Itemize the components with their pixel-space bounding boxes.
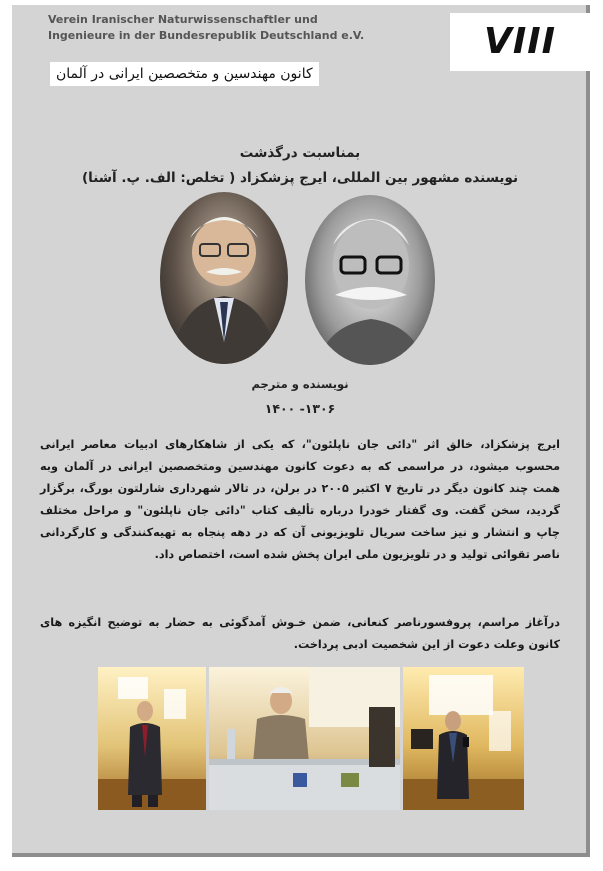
event-photo-1 [98, 667, 206, 810]
portrait-bw-figure [305, 195, 435, 365]
event-photo-3 [403, 667, 524, 810]
org-name-persian: کانون مهندسین و متخصصین ایرانی در آلمان [50, 62, 319, 86]
caption-role: نویسنده و مترجم [251, 377, 349, 391]
headline-occasion: بمناسبت درگذشت [239, 145, 361, 161]
event-photo-3-scene [403, 667, 524, 810]
event-photo-2 [209, 667, 400, 810]
org-logo [450, 13, 590, 71]
body-paragraph-1: ایرج پزشکزاد، خالق اثر "دائی جان ناپلئون"، که یکی از شاهکارهای ادبیات معاصر ایرانی محسوب میشود، در مراسمی که به دعوت کانون مهندسین ومتخصصین ایرانی در آلمان وبه همت چند کانون دیگر در تاریخ ۷ اکتبر ۲۰۰۵ در برلن، در تالار شهرداری شارلتون بورگ، برگزار گردید، سخن گفت. وی گفتار خودرا درباره تألیف کتاب "دائی جان ناپلئون" و مراحل مختلف چاپ و انتشار و نیز ساخت سریال تلویزیونی آن که در دهه پنجاه به تهیه‌کنندگی و کارگردانی ناصر تقوائی تولید و در تلویزیون ملی ایران پخش شده است، اختصاص داد. [40, 438, 560, 561]
portrait-color-photo [160, 192, 288, 364]
portrait-bw-photo [305, 195, 435, 365]
headline-name: نویسنده مشهور بین المللی، ایرج پزشکزاد ( تخلص: الف. پ. آشنا) [81, 170, 519, 186]
logo-text: VIII [483, 21, 557, 62]
event-photo-1-scene [98, 667, 206, 810]
caption-years: ۱۳۰۶- ۱۴۰۰ [264, 401, 336, 416]
portrait-color-figure [160, 192, 288, 364]
body-paragraph-2: درآغاز مراسم، پروفسورناصر کنعانی، ضمن خـوش آمدگوئی به حضار به توضیح انگیزه های کانون وعلت دعوت از این شخصیت ادبی پرداخت. [40, 616, 560, 651]
org-name-german: Verein Iranischer Naturwissenschaftler und Ingenieure in der Bundesrepublik Deutschland e.V. [48, 13, 365, 42]
event-photo-2-scene [209, 667, 400, 810]
